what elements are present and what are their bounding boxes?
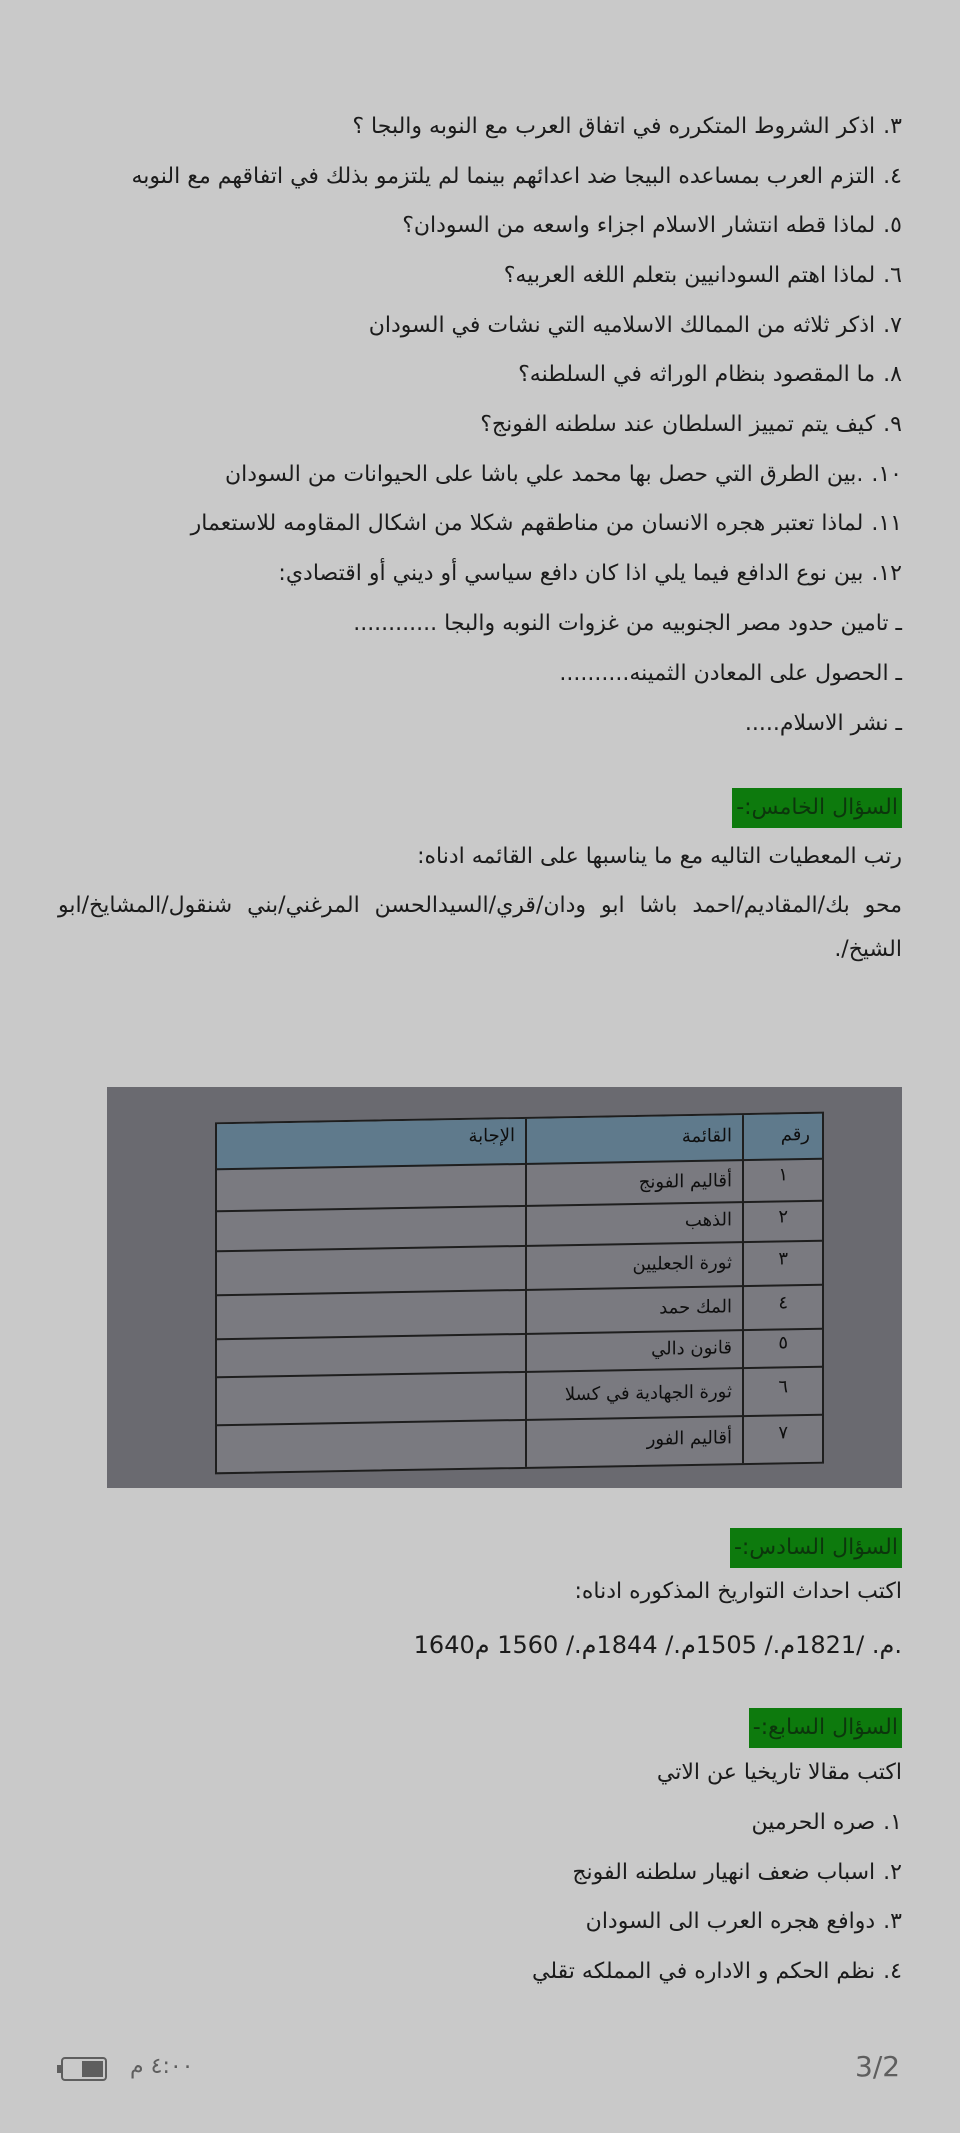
q7-item-2: ٢.اسباب ضعف انهيار سلطنه الفونج bbox=[572, 1860, 902, 1885]
table-photo bbox=[107, 1087, 902, 1488]
q5-items: محو بك/المقاديم/احمد باشا ابو ودان/قري/السيدالحسن المرغني/بني شنقول/المشايخ/ابو الشيخ/. bbox=[58, 893, 902, 962]
q5-instruction: رتب المعطيات التاليه مع ما يناسبها على القائمه ادناه: bbox=[417, 844, 902, 869]
table-header-num: رقم bbox=[780, 1123, 810, 1146]
question-5: ٥.لماذا قطه انتشار الاسلام اجزاء واسعه من السودان؟ bbox=[402, 213, 902, 238]
question-9: ٩.كيف يتم تمييز السلطان عند سلطنه الفونج؟ bbox=[480, 412, 902, 437]
table-row-num: ٧ bbox=[778, 1422, 788, 1444]
page-number: 3/2 bbox=[855, 2050, 901, 2083]
table-row-num: ٣ bbox=[778, 1248, 788, 1270]
table-row-num: ١ bbox=[778, 1164, 788, 1186]
table-row-item: أقاليم الفور bbox=[646, 1427, 732, 1450]
table-header-list: القائمة bbox=[681, 1125, 732, 1148]
q7-item-1: ١.صره الحرمين bbox=[751, 1810, 902, 1835]
table-row-item: أقاليم الفونج bbox=[638, 1170, 732, 1193]
q7-instruction: اكتب مقالا تاريخيا عن الاتي bbox=[656, 1760, 902, 1785]
question-6: ٦.لماذا اهتم السودانيين بتعلم اللغه العربيه؟ bbox=[503, 263, 902, 288]
table-row-item: الذهب bbox=[684, 1209, 732, 1232]
q6-heading: السؤال السادس:- bbox=[730, 1528, 902, 1568]
question-10: ١٠..بين الطرق التي حصل بها محمد علي باشا على الحيوانات من السودان bbox=[224, 462, 902, 487]
table-row-num: ٤ bbox=[778, 1292, 788, 1314]
question-3: ٣.اذكر الشروط المتكرره في اتفاق العرب مع النوبه والبجا ؟ bbox=[352, 114, 902, 139]
table-row-item: قانون دالي bbox=[651, 1337, 732, 1360]
table-row-item: ثورة الجعليين bbox=[632, 1252, 732, 1276]
question-7: ٧.اذكر ثلاثه من الممالك الاسلاميه التي نشات في السودان bbox=[368, 313, 902, 338]
table-row-num: ٦ bbox=[778, 1376, 788, 1398]
question-11: ١١.لماذا تعتبر هجره الانسان من مناطقهم شكلا من اشكال المقاومه للاستعمار bbox=[190, 511, 902, 536]
table-header-answer: الإجابة bbox=[468, 1125, 515, 1147]
sub-item-2: ـ الحصول على المعادن الثمينه.......... bbox=[559, 661, 902, 686]
q6-dates: 1640م. /1821م./ 1505م./ 1844م./ 1560 م. bbox=[413, 1631, 902, 1659]
question-8: ٨.ما المقصود بنظام الوراثه في السلطنه؟ bbox=[518, 362, 902, 387]
sub-item-1: ـ تامين حدود مصر الجنوبيه من غزوات النوبه والبجا ............ bbox=[353, 611, 902, 636]
table-row-num: ٢ bbox=[778, 1206, 788, 1228]
question-12: ١٢.بين نوع الدافع فيما يلي اذا كان دافع سياسي أو ديني أو اقتصادي: bbox=[278, 561, 902, 586]
table-row-item: ثورة الجهادية في كسلا bbox=[564, 1381, 732, 1406]
list-table bbox=[215, 1112, 824, 1475]
q7-item-4: ٤.نظم الحكم و الاداره في المملكه تقلي bbox=[532, 1959, 902, 1984]
sub-item-3: ـ نشر الاسلام..... bbox=[744, 711, 902, 736]
q7-heading: السؤال السابع:- bbox=[749, 1708, 902, 1748]
q6-instruction: اكتب احداث التواريخ المذكوره ادناه: bbox=[574, 1579, 902, 1604]
table-row-item: المك حمد bbox=[659, 1296, 732, 1319]
clock-time: ٤:٠٠ م bbox=[130, 2054, 194, 2079]
table-row-num: ٥ bbox=[778, 1332, 788, 1354]
q7-item-3: ٣.دوافع هجره العرب الى السودان bbox=[585, 1909, 902, 1934]
battery-icon bbox=[56, 2056, 108, 2082]
q5-heading: السؤال الخامس:- bbox=[732, 788, 902, 828]
question-4: ٤.التزم العرب بمساعده البيجا ضد اعدائهم بينما لم يلتزمو بذلك في اتفاقهم مع النوبه bbox=[131, 164, 902, 189]
